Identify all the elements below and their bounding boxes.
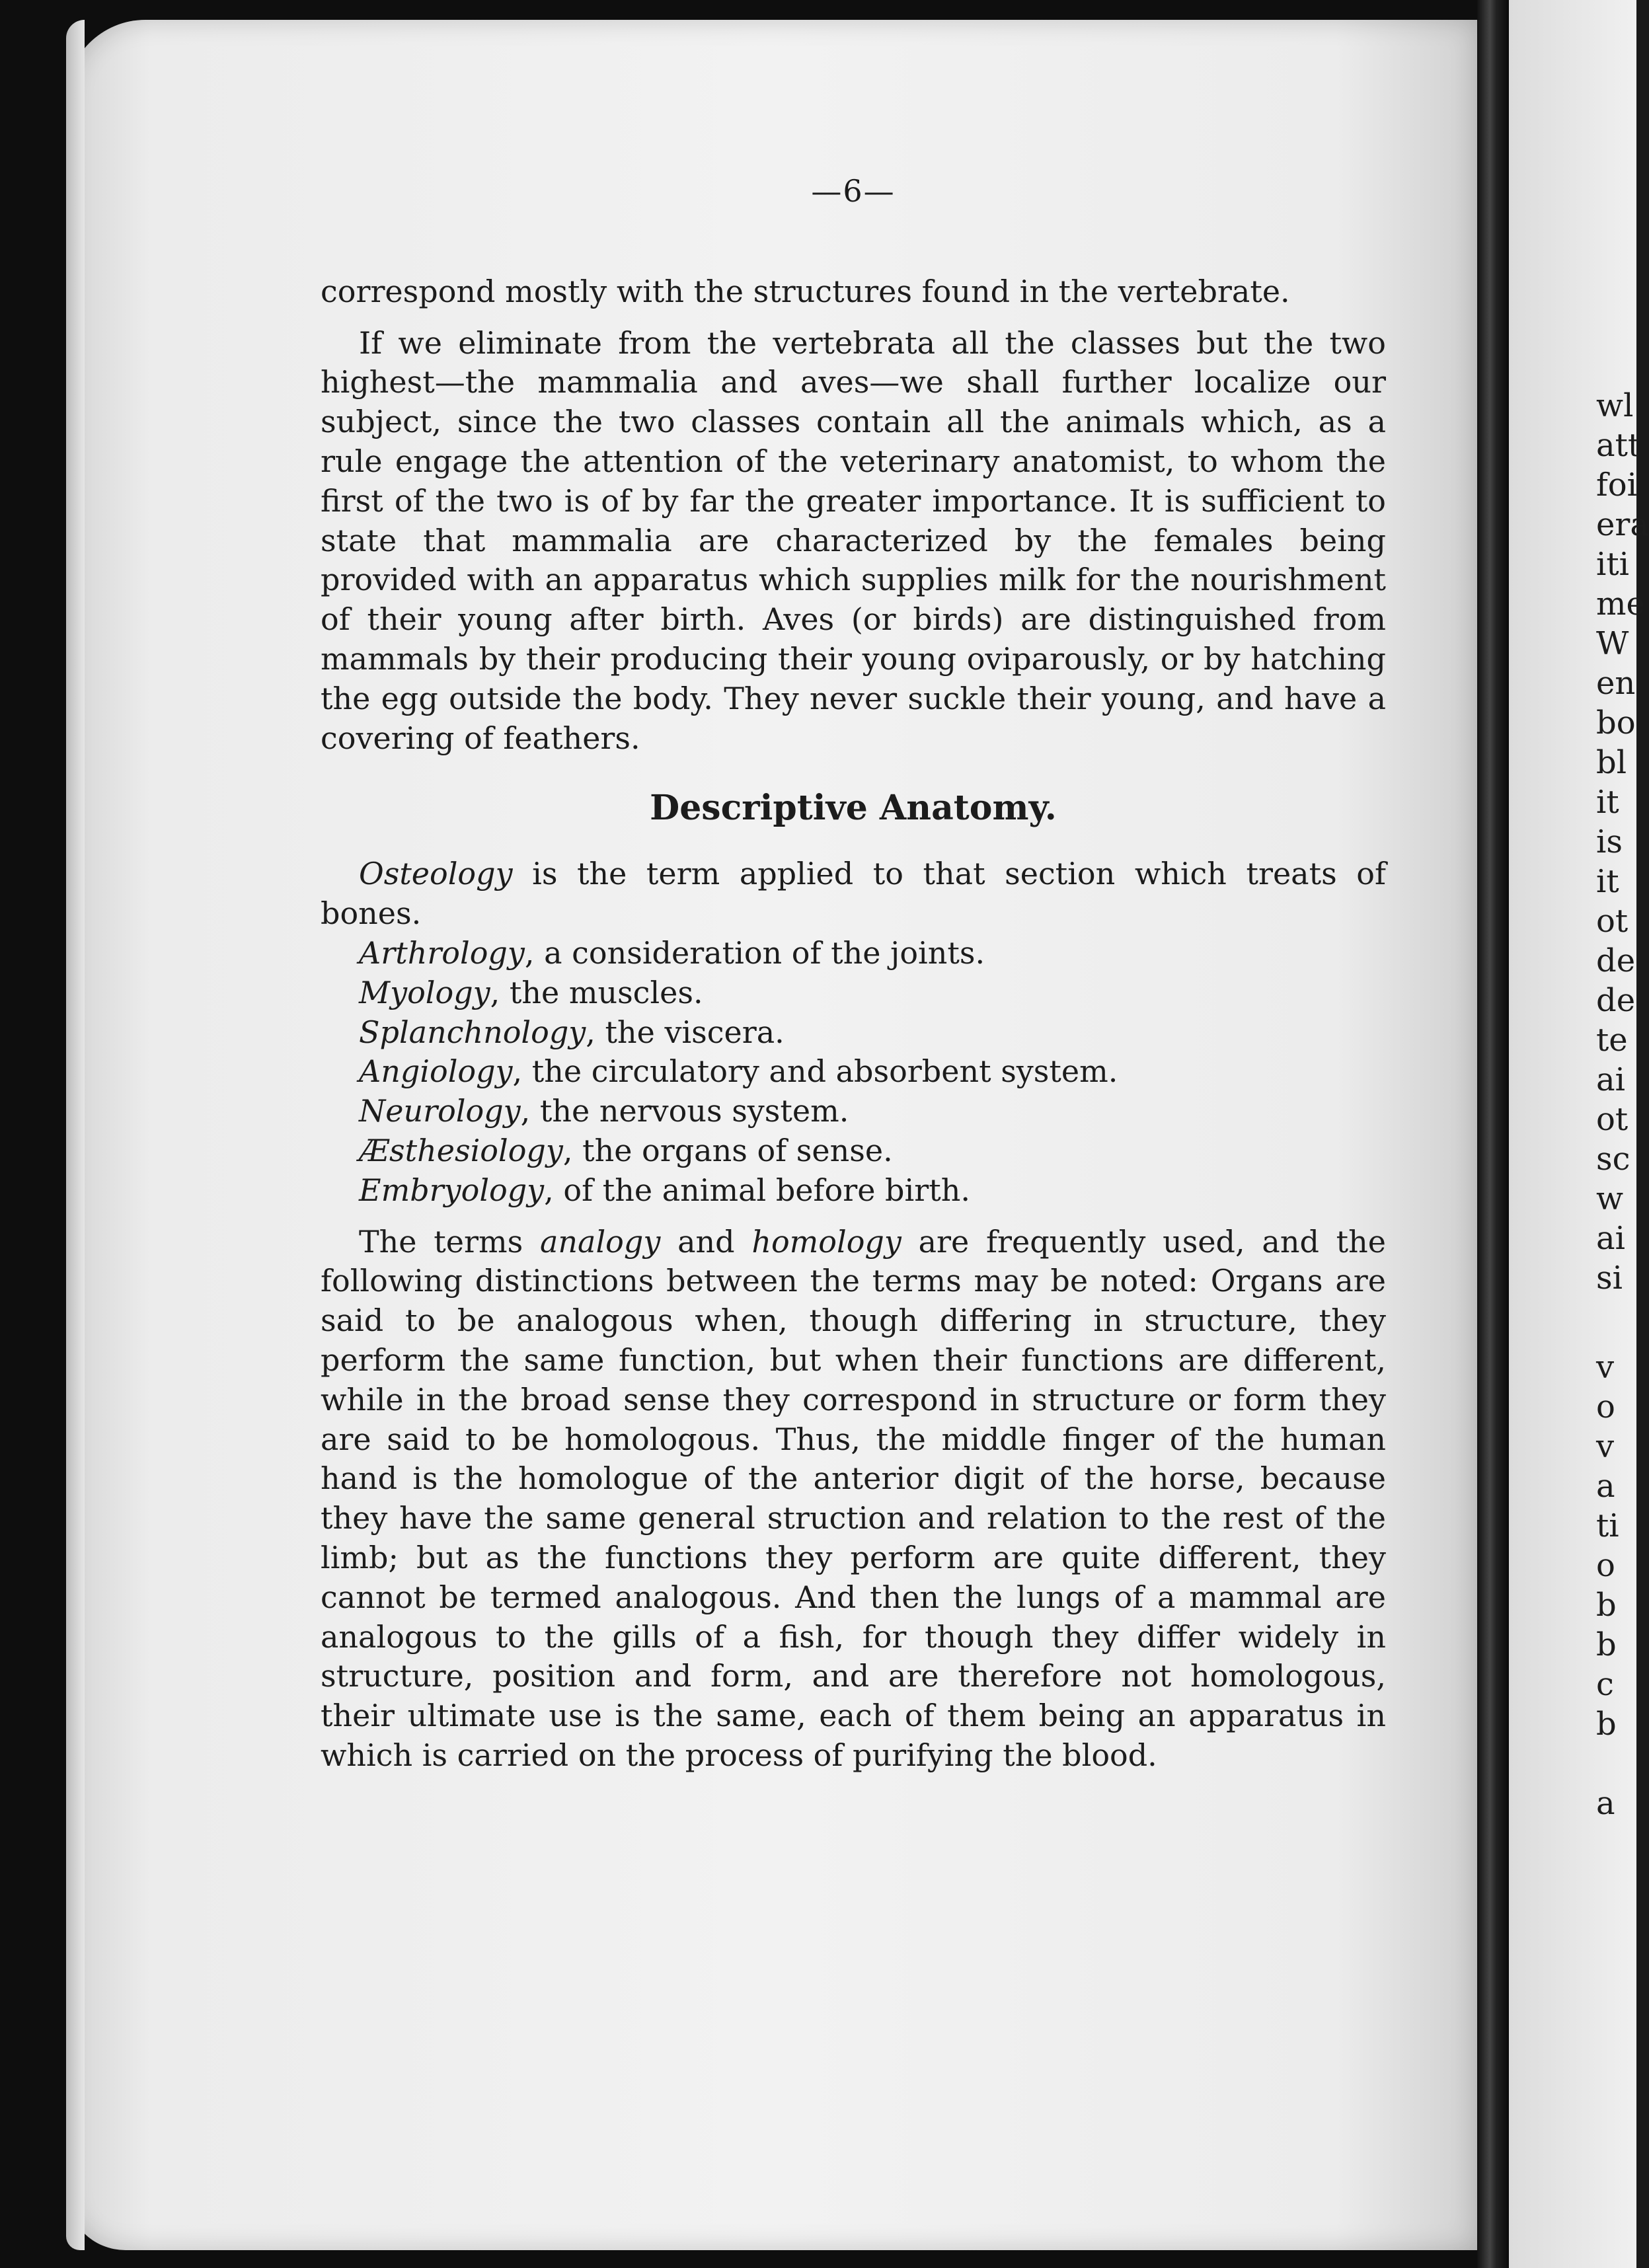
term-name: Æsthesiology xyxy=(359,1132,563,1168)
right-page-fragment: ai xyxy=(1596,1220,1625,1257)
term-name: Neurology xyxy=(359,1093,521,1129)
page-text xyxy=(321,172,1386,1776)
text-run: are frequently used, and the following distinctions between the terms may be noted: Organs are said to be analogous when, though differing in structure, they perform the same function, but when their functions are different, while in the broad sense they correspond in structure or form they are said to be homologous. Thus, the middle finger of the human hand is the homologue of the anterior digit of the horse, because they have the same general struction and relation to the rest of the limb; but as the functions they perform are quite different, they cannot be termed analogous. And then the lungs of a mammal are analogous to the gills of a fish, for though they differ widely in structure, position and form, and are therefore not homologous, their ultimate use is the same, each of them being an apparatus in which is carried on the process of purifying the blood. xyxy=(321,1223,1386,1773)
right-page-fragment: b xyxy=(1596,1706,1617,1743)
right-page-fragment: si xyxy=(1596,1260,1623,1297)
term-name: Embryology xyxy=(359,1172,545,1208)
term-description: , of the animal before birth. xyxy=(544,1172,970,1208)
right-page-fragment: ai xyxy=(1596,1061,1625,1098)
right-page-fragment: a xyxy=(1596,1468,1615,1505)
osteology-definition xyxy=(321,854,1386,934)
right-page-fragment: de xyxy=(1596,942,1636,979)
term-description: , the muscles. xyxy=(490,974,703,1010)
right-page-fragment: a xyxy=(1596,1785,1615,1822)
term-analogy: analogy xyxy=(539,1223,661,1260)
text-run: The terms xyxy=(359,1223,540,1260)
right-page-fragment: bl xyxy=(1596,744,1627,781)
right-page-fragment: bo xyxy=(1596,704,1636,741)
right-page-fragment: en xyxy=(1596,665,1636,702)
right-page-fragment: me xyxy=(1596,586,1645,623)
term-line xyxy=(321,934,1386,973)
right-page-fragment: it xyxy=(1596,784,1619,821)
term-description: , the organs of sense. xyxy=(562,1132,893,1168)
osteology-text: is the term applied to that section which treats of bones. xyxy=(321,856,1386,932)
term-description: , the viscera. xyxy=(586,1014,785,1050)
right-page-fragment: c xyxy=(1596,1666,1614,1703)
text-run: and xyxy=(660,1223,752,1260)
right-page-fragment: ot xyxy=(1596,1101,1629,1138)
section-heading: Descriptive Anatomy. xyxy=(650,788,1057,829)
term-osteology: Osteology xyxy=(359,856,513,892)
right-page-fragment: wl xyxy=(1596,387,1634,424)
right-page-fragment: ot xyxy=(1596,903,1629,940)
right-page-fragment: te xyxy=(1596,1022,1628,1059)
term-line xyxy=(321,973,1386,1013)
term-line xyxy=(321,1131,1386,1171)
right-page-fragment: is xyxy=(1596,823,1623,860)
paragraph-continuation: correspond mostly with the structures found in the vertebrate. xyxy=(321,273,1290,309)
term-line xyxy=(321,1013,1386,1053)
right-page-fragment: b xyxy=(1596,1626,1617,1663)
right-page-fragment: v xyxy=(1596,1428,1615,1465)
paragraph-analogy-homology xyxy=(321,1223,1386,1776)
right-page-fragment: v xyxy=(1596,1349,1615,1386)
right-page-fragment: w xyxy=(1596,1180,1624,1217)
right-page-fragment: o xyxy=(1596,1547,1615,1584)
term-homology: homology xyxy=(751,1223,901,1260)
term-line xyxy=(321,1171,1386,1211)
term-line xyxy=(321,1052,1386,1092)
right-page-fragment: sc xyxy=(1596,1141,1630,1178)
right-page-fragment: era xyxy=(1596,506,1649,543)
term-line xyxy=(321,1092,1386,1131)
right-page-fragment: iti xyxy=(1596,546,1629,583)
right-page-fragment: W xyxy=(1596,625,1629,662)
right-page-fragment: foi xyxy=(1596,467,1638,504)
page-number: —6— xyxy=(811,173,896,209)
right-page-edge xyxy=(1509,0,1649,2268)
paragraph-classes: If we eliminate from the vertebrata all the classes but the two highest—the mammalia and aves—we shall further localize our subject, since the two classes contain all the animals which, as a rule engage the attention of the veterinary anatomist, to whom the first of the two is of by far the greater importance. It is sufficient to state that mammalia are characterized by the females being provided with an apparatus which supplies milk for the nourishment of their young after birth. Aves (or birds) are distinguished from mammals by their producing their young oviparously, or by hatching the egg outside the body. They never suckle their young, and have a covering of feathers. xyxy=(321,324,1386,756)
right-page-fragment: it xyxy=(1596,863,1619,900)
right-page-fragment: ti xyxy=(1596,1507,1619,1544)
term-description: , the circulatory and absorbent system. xyxy=(512,1053,1118,1090)
right-page-fragment: o xyxy=(1596,1388,1615,1425)
right-page-fragment: de xyxy=(1596,982,1636,1019)
term-name: Myology xyxy=(359,974,490,1010)
term-name: Arthrology xyxy=(359,934,525,971)
term-name: Splanchnology xyxy=(359,1014,586,1050)
right-page-fragment: b xyxy=(1596,1587,1617,1624)
book-gutter xyxy=(1477,0,1509,2268)
term-description: , the nervous system. xyxy=(520,1093,849,1129)
right-page-fragment: att xyxy=(1596,427,1641,464)
term-name: Angiology xyxy=(359,1053,513,1090)
term-description: , a consideration of the joints. xyxy=(524,934,985,971)
